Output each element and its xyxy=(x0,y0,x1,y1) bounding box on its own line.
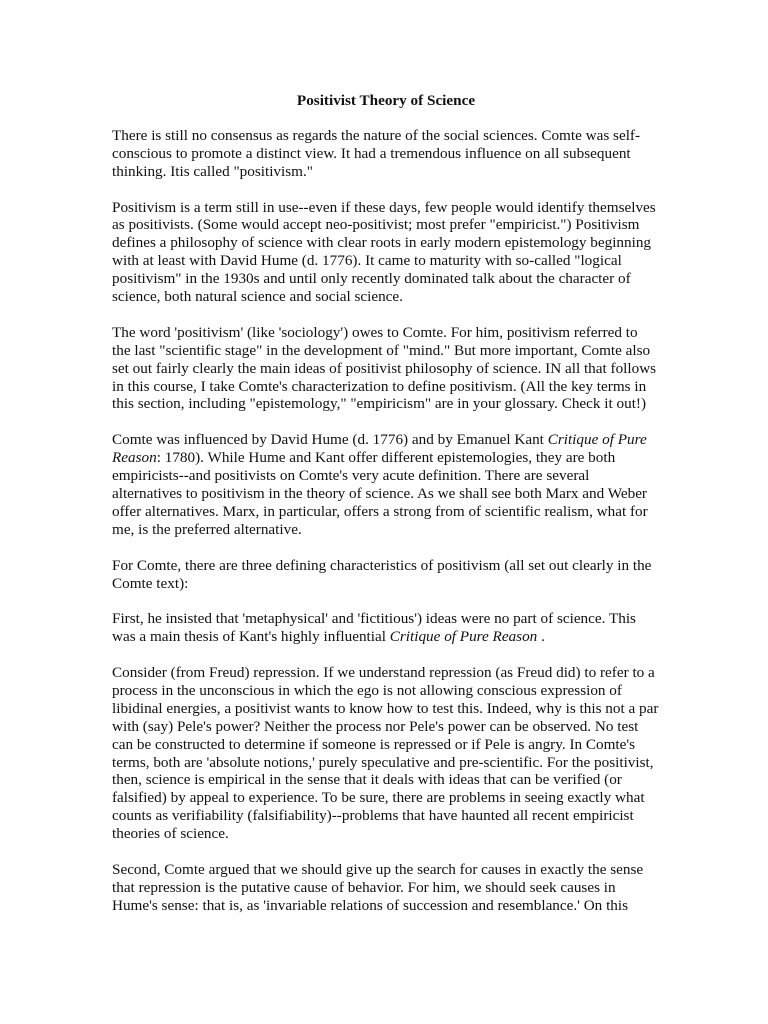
text-line: terms, both are 'absolute notions,' purely speculative and pre-scientific. For the positivist, xyxy=(112,753,654,771)
text-line: empiricists--and positivists on Comte's very acute definition. There are several xyxy=(112,467,590,485)
paragraph-6 xyxy=(112,610,660,646)
paragraph-7 xyxy=(112,664,660,843)
text-line: that repression is the putative cause of behavior. For him, we should seek causes in xyxy=(112,878,616,896)
text-line: Positivism is a term still in use--even if these days, few people would identify themselves xyxy=(112,198,656,216)
italic-title: Critique of Pure xyxy=(547,431,647,449)
text-line: thinking. Itis called "positivism." xyxy=(112,162,313,180)
text-line: in this course, I take Comte's characterization to define positivism. (All the key terms in xyxy=(112,377,647,395)
text-line: First, he insisted that 'metaphysical' and 'fictitious') ideas were no part of science. This xyxy=(112,610,636,628)
text-line: me, is the preferred alternative. xyxy=(112,520,302,538)
text-line: set out fairly clearly the main ideas of positivist philosophy of science. IN all that follows xyxy=(112,359,657,377)
text-line: defines a philosophy of science with clear roots in early modern epistemology beginning xyxy=(112,234,652,252)
text-line: this section, including "epistemology," "empiricism" are in your glossary. Check it out!) xyxy=(112,395,647,413)
text-line: offer alternatives. Marx, in particular, offers a strong from of scientific realism, what for xyxy=(112,502,648,520)
text-line: conscious to promote a distinct view. It had a tremendous influence on all subsequent xyxy=(112,144,631,162)
text-line: There is still no consensus as regards the nature of the social sciences. Comte was self- xyxy=(112,126,641,144)
text-line xyxy=(112,431,660,449)
text-line: with at least with David Hume (d. 1776). It came to maturity with so-called "logical xyxy=(112,252,622,270)
text-line: falsified) by appeal to experience. To be sure, there are problems in seeing exactly what xyxy=(112,789,645,807)
paragraph-1 xyxy=(112,127,660,181)
text-line: then, science is empirical in the sense that it deals with ideas that can be verified (or xyxy=(112,771,622,789)
paragraph-4 xyxy=(112,431,660,538)
text-line: libidinal energies, a positivist wants to know how to test this. Indeed, why is this not a par xyxy=(112,699,659,717)
paragraph-2 xyxy=(112,199,660,306)
text-line: as positivists. (Some would accept neo-positivist; most prefer "empiricist.") Positivism xyxy=(112,216,640,234)
paragraph-5 xyxy=(112,557,660,593)
text-line xyxy=(112,628,660,646)
document-title: Positivist Theory of Science xyxy=(296,92,476,109)
text-line: positivism" in the 1930s and until only recently dominated talk about the character of xyxy=(112,270,631,288)
text-line: with (say) Pele's power? Neither the process nor Pele's power can be observed. No test xyxy=(112,717,639,735)
text-line: Second, Comte argued that we should give up the search for causes in exactly the sense xyxy=(112,860,644,878)
text-line: process in the unconscious in which the ego is not allowing conscious expression of xyxy=(112,681,622,699)
paragraph-8 xyxy=(112,861,660,915)
document-page xyxy=(112,92,660,933)
text-run: Comte was influenced by David Hume (d. 1776) and by Emanuel Kant xyxy=(112,431,548,449)
text-line: Hume's sense: that is, as 'invariable relations of succession and resemblance.' On this xyxy=(112,896,629,914)
text-run: . xyxy=(537,628,545,646)
italic-title: Critique of Pure Reason xyxy=(389,628,538,646)
text-line: For Comte, there are three defining characteristics of positivism (all set out clearly in the xyxy=(112,556,652,574)
text-line: The word 'positivism' (like 'sociology') owes to Comte. For him, positivism referred to xyxy=(112,323,638,341)
text-line: theories of science. xyxy=(112,825,229,843)
text-line: counts as verifiability (falsifiability)--problems that have haunted all recent empiricist xyxy=(112,807,634,825)
text-line xyxy=(112,449,660,467)
text-line: Comte text): xyxy=(112,574,189,592)
text-line: the last "scientific stage" in the development of "mind." But more important, Comte also xyxy=(112,341,651,359)
text-line: Consider (from Freud) repression. If we understand repression (as Freud did) to refer to a xyxy=(112,664,655,681)
text-run: was a main thesis of Kant's highly influential xyxy=(112,628,390,646)
text-run: : 1780). While Hume and Kant offer different epistemologies, they are both xyxy=(156,449,616,467)
italic-title: Reason xyxy=(112,449,157,467)
paragraph-3 xyxy=(112,324,660,414)
text-line: science, both natural science and social science. xyxy=(112,288,403,306)
text-line: can be constructed to determine if someone is repressed or if Pele is angry. In Comte's xyxy=(112,735,636,753)
text-line: alternatives to positivism in the theory of science. As we shall see both Marx and Weber xyxy=(112,484,647,502)
